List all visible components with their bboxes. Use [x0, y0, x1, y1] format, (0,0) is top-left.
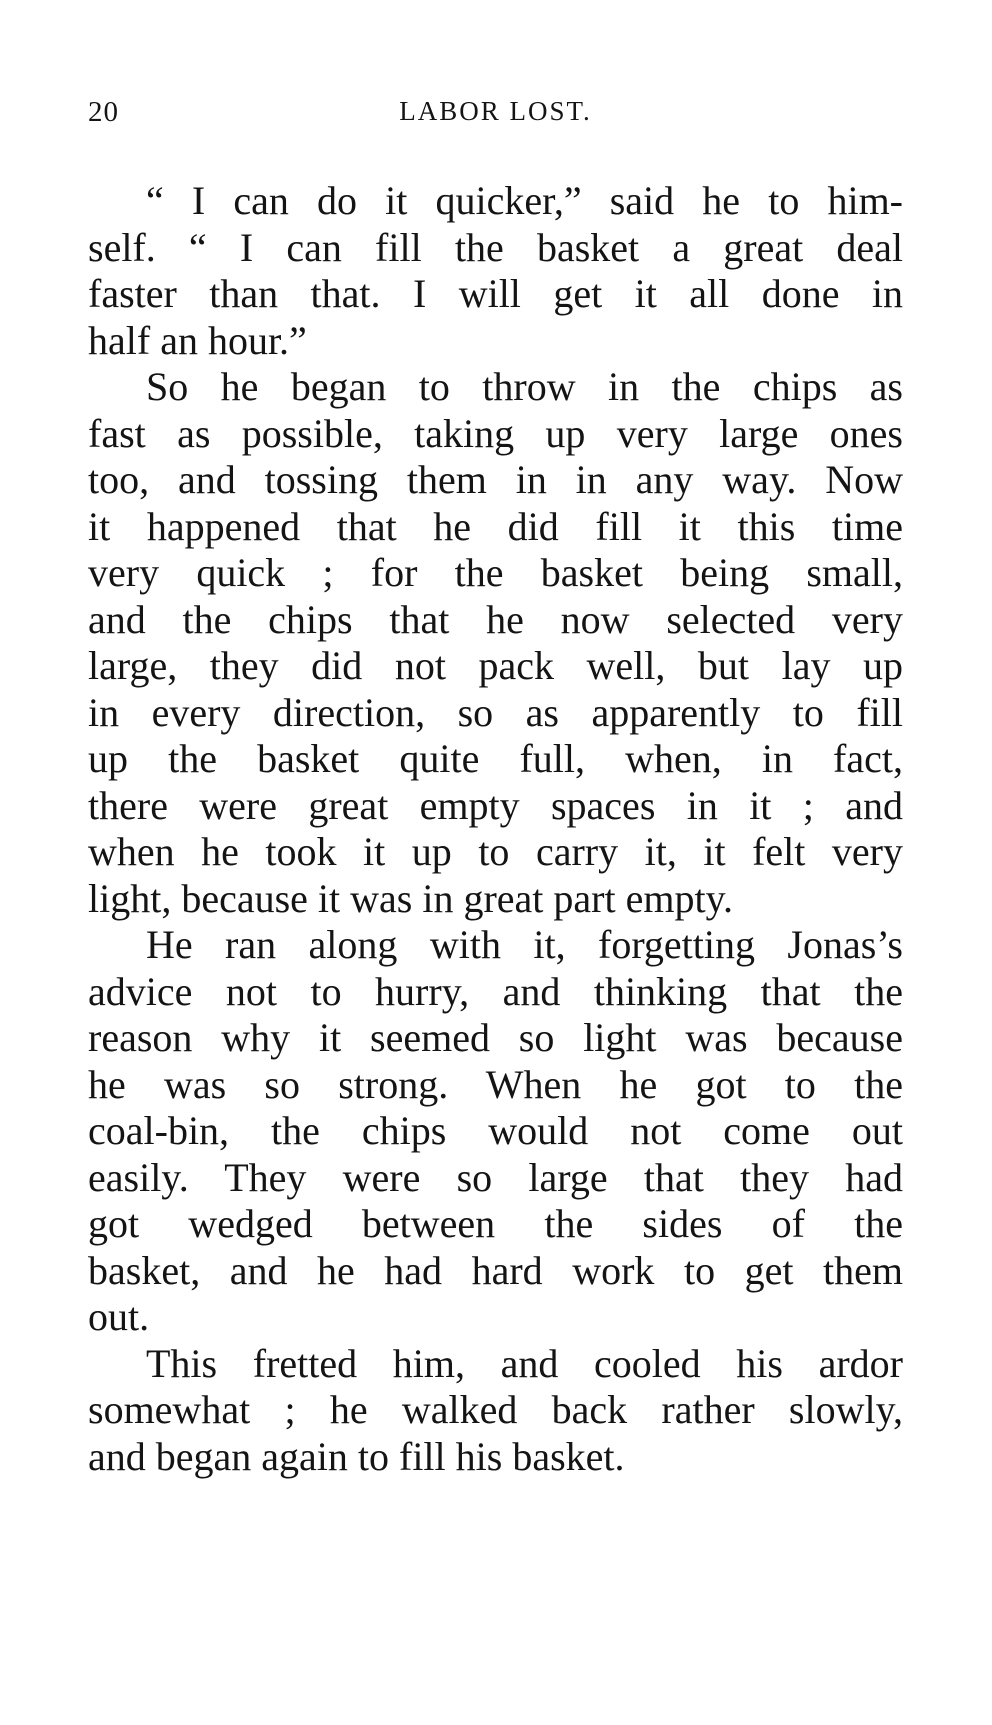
text-line: up the basket quite full, when, in fact, [88, 736, 903, 781]
text-line: he was so strong. When he got to the [88, 1061, 903, 1107]
text-line: and the chips that he now selected very [88, 596, 903, 642]
text-line: coal-bin, the chips would not come out [88, 1108, 903, 1153]
page-number: 20 [88, 96, 119, 128]
text-line: basket, and he had hard work to get them [88, 1247, 903, 1293]
running-title: LABOR LOST. [399, 96, 592, 126]
text-line: This fretted him, and cooled his ardor [146, 1340, 903, 1386]
text-line: reason why it seemed so light was because [88, 1015, 903, 1060]
text-line: He ran along with it, forgetting Jonas’s [146, 922, 903, 967]
text-line: very quick ; for the basket being small, [88, 550, 903, 595]
text-line: large, they did not pack well, but lay up [88, 643, 903, 688]
text-line: too, and tossing them in in any way. Now [88, 457, 903, 502]
body-text [88, 178, 903, 1480]
text-line: faster than that. I will get it all done in [88, 271, 903, 316]
text-line: light, because it was in great part empty. [88, 875, 733, 921]
text-line: self. “ I can fill the basket a great deal [88, 224, 903, 270]
text-line: it happened that he did fill it this time [88, 503, 903, 549]
text-line: half an hour.” [88, 317, 307, 363]
text-line: So he began to throw in the chips as [146, 364, 903, 409]
text-line: got wedged between the sides of the [88, 1201, 903, 1246]
text-line: when he took it up to carry it, it felt very [88, 829, 903, 874]
text-line: out. [88, 1294, 150, 1339]
text-line: somewhat ; he walked back rather slowly, [88, 1387, 903, 1432]
text-line: and began again to fill his basket. [88, 1433, 625, 1479]
text-line: advice not to hurry, and thinking that the [88, 968, 903, 1014]
text-line: in every direction, so as apparently to fill [88, 689, 903, 735]
text-line: there were great empty spaces in it ; and [88, 782, 903, 828]
text-line: easily. They were so large that they had [88, 1154, 903, 1200]
running-head [88, 96, 903, 136]
text-line: fast as possible, taking up very large ones [88, 410, 903, 456]
text-line: “ I can do it quicker,” said he to him- [146, 178, 903, 223]
